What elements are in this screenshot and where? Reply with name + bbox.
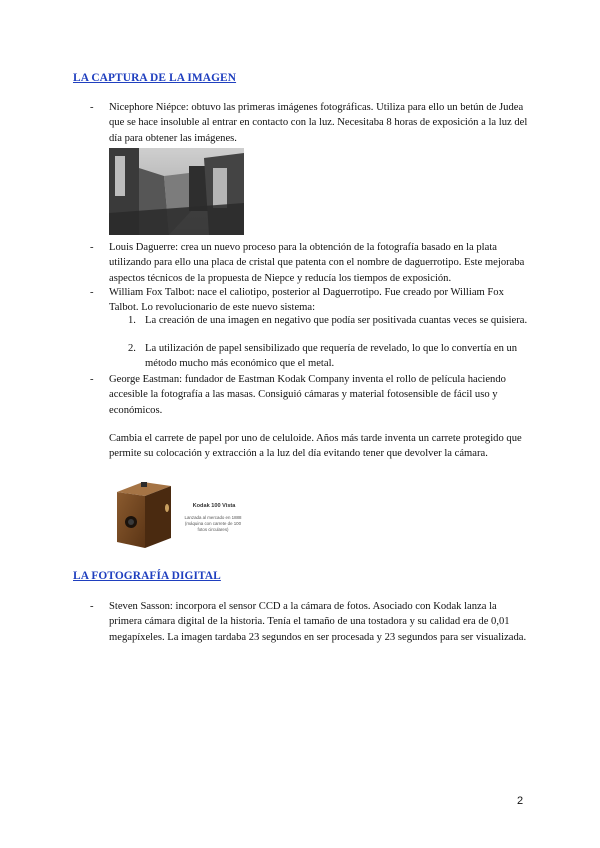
kodak-caption-line: (máquina con carrete de 100	[184, 521, 242, 526]
eastman-paragraph: Cambia el carrete de papel por uno de celuloide. Años más tarde inventa un carrete protegido que permite su colocación y extracción a la luz del día evitando tener que devolver la cámara.	[109, 433, 522, 460]
kodak-camera-graphic	[109, 478, 250, 550]
kodak-caption-line: Lanzada al mercado en 1888	[184, 515, 242, 520]
bullet-dash: -	[90, 601, 94, 612]
item-number: 1.	[128, 315, 136, 326]
list-item-text: Louis Daguerre: crea un nuevo proceso para la obtención de la fotografía basado en la plata utilizando para ello una placa de cristal que patenta con el nombre de daguerrotipo. Este mejoraba aspectos técnicos de la propuesta de Niepce y reducía los tiempos de exposición.	[109, 242, 525, 284]
list-item-text: William Fox Talbot: nace el caliotipo, posterior al Daguerrotipo. Fue creado por William Fox Talbot. Lo revolucionario de este nuevo sistema:	[109, 287, 504, 314]
bullet-dash: -	[90, 287, 94, 298]
list-item-eastman	[90, 372, 530, 418]
niepce-photo-image	[109, 148, 244, 235]
bullet-dash: -	[90, 374, 94, 385]
list-item-niepce	[90, 100, 530, 148]
list-item-text: Nicephore Niépce: obtuvo las primeras imágenes fotográficas. Utiliza para ello un betún de Judea que se hace insoluble al entrar en contacto con la luz. Necesitaba 8 horas de exposición a la luz del día para obtener las imágenes.	[109, 102, 528, 144]
bullet-dash: -	[90, 242, 94, 253]
section-heading-captura: LA CAPTURA DE LA IMAGEN	[73, 72, 237, 84]
list-item-text: George Eastman: fundador de Eastman Kodak Company inventa el rollo de película haciendo accesible la fotografía a las masas. Consiguió cámaras y material fotosensible de fácil uso y económicos.	[109, 374, 506, 416]
item-number: 2.	[128, 343, 136, 354]
kodak-camera-figure	[109, 478, 250, 550]
list-item-sasson	[90, 599, 530, 661]
page-number: 2	[517, 795, 524, 807]
numbered-item-text: La utilización de papel sensibilizado que requería de revelado, lo que lo convertía en un método mucho más económico que el metal.	[145, 343, 518, 370]
kodak-caption-line: fotos circulares)	[197, 527, 229, 532]
list-item-daguerre	[90, 240, 530, 286]
kodak-figure-title: Kodak 100 Vista	[192, 503, 236, 509]
bullet-dash: -	[90, 102, 94, 113]
section-heading-digital: LA FOTOGRAFÍA DIGITAL	[73, 570, 221, 582]
kodak-figure-caption	[175, 515, 250, 533]
niepce-photo-graphic	[109, 148, 244, 235]
list-item-text: Steven Sasson: incorpora el sensor CCD a la cámara de fotos. Asociado con Kodak lanza la primera cámara digital de la historia. Tenía el tamaño de una tostadora y su calidad era de 0,01 megapíxeles. La imagen tardaba 23 segundos en ser procesada y 23 segundos para ser visualizada.	[109, 601, 527, 643]
numbered-item-text: La creación de una imagen en negativo que podía ser positivada cuantas veces se quisiera.	[145, 315, 528, 326]
